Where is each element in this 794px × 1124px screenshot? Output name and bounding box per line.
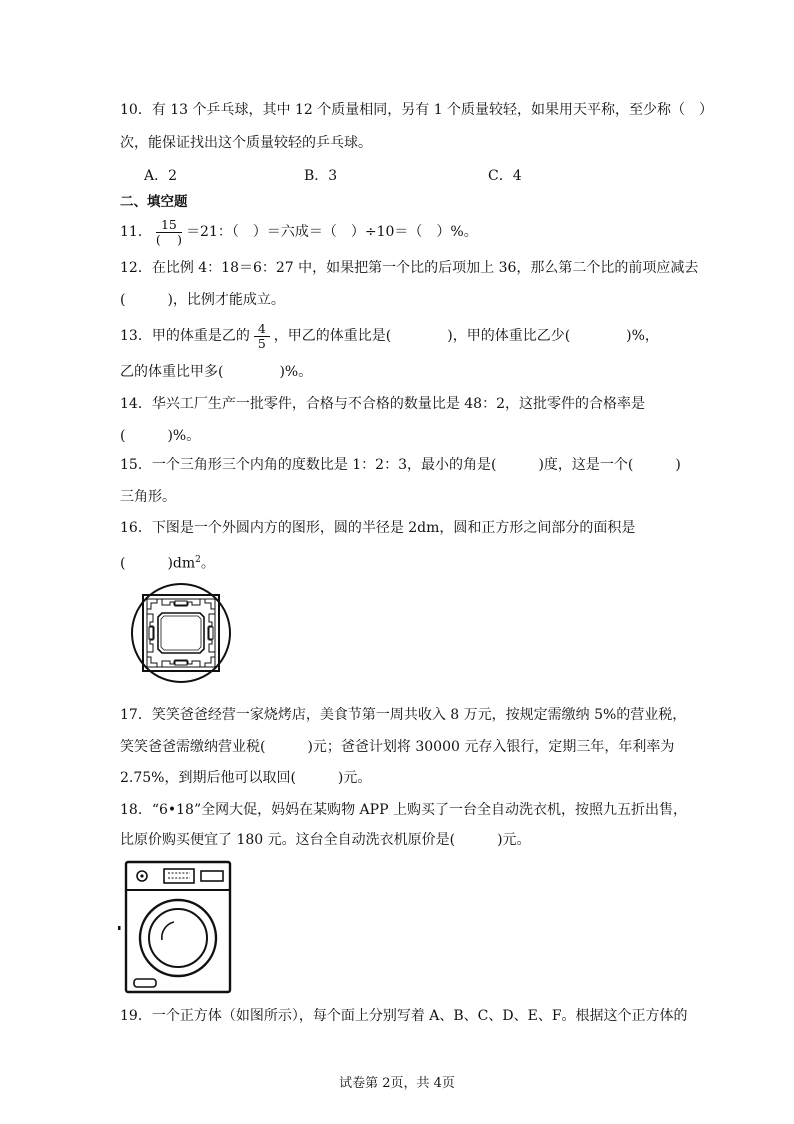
q10-option-a: A．2 <box>144 168 178 184</box>
q15-line1: 15．一个三角形三个内角的度数比是 1：2：3，最小的角是( )度，这是一个( ) <box>120 457 681 473</box>
q16-line2-pre: ( )dm <box>120 555 196 572</box>
q10-line2: 次，能保证找出这个质量较轻的乒乓球。 <box>120 135 372 151</box>
q17-line1: 17．笑笑爸爸经营一家烧烤店，美食节第一周共收入 8 万元，按规定需缴纳 5%的营业税， <box>120 707 687 723</box>
q13-frac-numerator: 4 <box>254 322 270 337</box>
q10-option-c: C．4 <box>488 168 522 184</box>
q18-line2: 比原价购买便宜了 180 元。这台全自动洗衣机原价是( )元。 <box>120 832 531 848</box>
q13-line2: 乙的体重比甲多( )%。 <box>120 364 313 380</box>
q16-line1: 16．下图是一个外圆内方的图形，圆的半径是 2dm，圆和正方形之间部分的面积是 <box>120 520 636 536</box>
q10-option-b: B．3 <box>304 168 338 184</box>
q11-fraction <box>156 218 182 247</box>
section-title: 二、填空题 <box>120 194 188 210</box>
washing-machine-figure <box>118 860 234 996</box>
q12-line1: 12．在比例 4：18＝6：27 中，如果把第一个比的后项加上 36，那么第二个比的前项应减去 <box>120 260 699 276</box>
q18-line1: 18．“6•18”全网大促，妈妈在某购物 APP 上购买了一台全自动洗衣机，按照九五折出售， <box>120 802 687 818</box>
q17-line2: 笑笑爸爸需缴纳营业税( )元；爸爸计划将 30000 元存入银行，定期三年，年利率为 <box>120 739 675 755</box>
q16-line2 <box>120 550 215 574</box>
q13-fraction <box>254 322 270 351</box>
q14-line2: ( )%。 <box>120 428 201 444</box>
q19-line1: 19．一个正方体（如图所示），每个面上分别写着 A、B、C、D、E、F。根据这个正方体的 <box>120 1008 688 1024</box>
q11-frac-denominator: ( ) <box>155 231 183 247</box>
q16-line2-post: 。 <box>200 555 215 572</box>
page-footer: 试卷第 2页，共 4页 <box>339 1076 455 1091</box>
q12-line2: ( )，比例才能成立。 <box>120 292 285 308</box>
q14-line1: 14．华兴工厂生产一批零件，合格与不合格的数量比是 48：2，这批零件的合格率是 <box>120 396 645 412</box>
q13-prefix: 13．甲的体重是乙的 <box>120 328 250 344</box>
q15-line2: 三角形。 <box>120 489 176 505</box>
q10-line1: 10．有 13 个乒乓球，其中 12 个质量相同，另有 1 个质量较轻，如果用天平称，至少称（ ） <box>120 102 714 118</box>
q13-suffix: ，甲乙的体重比是( )，甲的体重比乙少( )%， <box>273 328 659 344</box>
q11-prefix: 11． <box>120 224 152 240</box>
q13-frac-denominator: 5 <box>257 335 266 351</box>
q16-line2-sup: 2 <box>195 555 201 565</box>
circle-square-ornament-figure <box>122 582 240 684</box>
q11-frac-numerator: 15 <box>156 218 182 233</box>
q11-suffix: ＝21：（ ）＝六成＝（ ）÷10＝（ ）%。 <box>186 224 478 240</box>
q17-line3: 2.75%，到期后他可以取回( )元。 <box>120 770 372 786</box>
q13-line1 <box>120 320 659 352</box>
q11-line <box>120 216 478 248</box>
